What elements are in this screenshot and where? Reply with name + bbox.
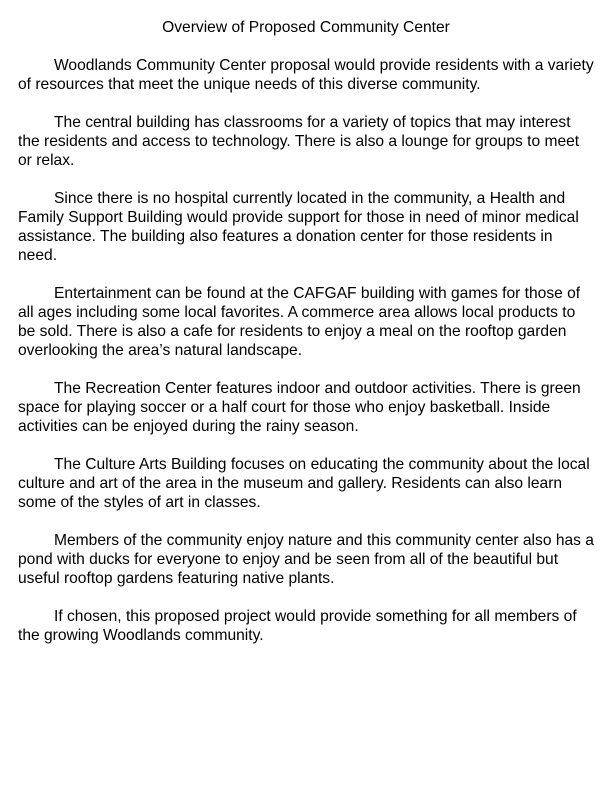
paragraph-health-family: Since there is no hospital currently located in the community, a Health and Family Support Building would provide support for those in need of minor medical assistance. The building also features a donation center for those residents in need. — [18, 190, 579, 264]
paragraph-intro: Woodlands Community Center proposal would provide residents with a variety of resources that meet the unique needs of this diverse community. — [18, 57, 594, 93]
paragraph-nature: Members of the community enjoy nature and this community center also has a pond with ducks for everyone to enjoy and be seen from all of the beautiful but useful rooftop gardens featuring native plants. — [18, 532, 594, 587]
document-page — [18, 18, 594, 664]
paragraph-entertainment: Entertainment can be found at the CAFGAF building with games for those of all ages including some local favorites. A commerce area allows local products to be sold. There is also a cafe for residents to enjoy a meal on the rooftop garden overlooking the area’s natural landscape. — [18, 285, 581, 359]
document-title: Overview of Proposed Community Center — [162, 19, 450, 36]
paragraph-recreation: The Recreation Center features indoor and outdoor activities. There is green space for playing soccer or a half court for those who enjoy basketball. Inside activities can be enjoyed during the rainy season. — [18, 380, 581, 435]
paragraph-central-building: The central building has classrooms for a variety of topics that may interest the residents and access to technology. There is also a lounge for groups to meet or relax. — [18, 114, 580, 169]
paragraph-culture-arts: The Culture Arts Building focuses on educating the community about the local culture and art of the area in the museum and gallery. Residents can also learn some of the styles of art in classes. — [18, 456, 590, 511]
paragraph-conclusion: If chosen, this proposed project would provide something for all members of the growing Woodlands community. — [18, 608, 577, 644]
